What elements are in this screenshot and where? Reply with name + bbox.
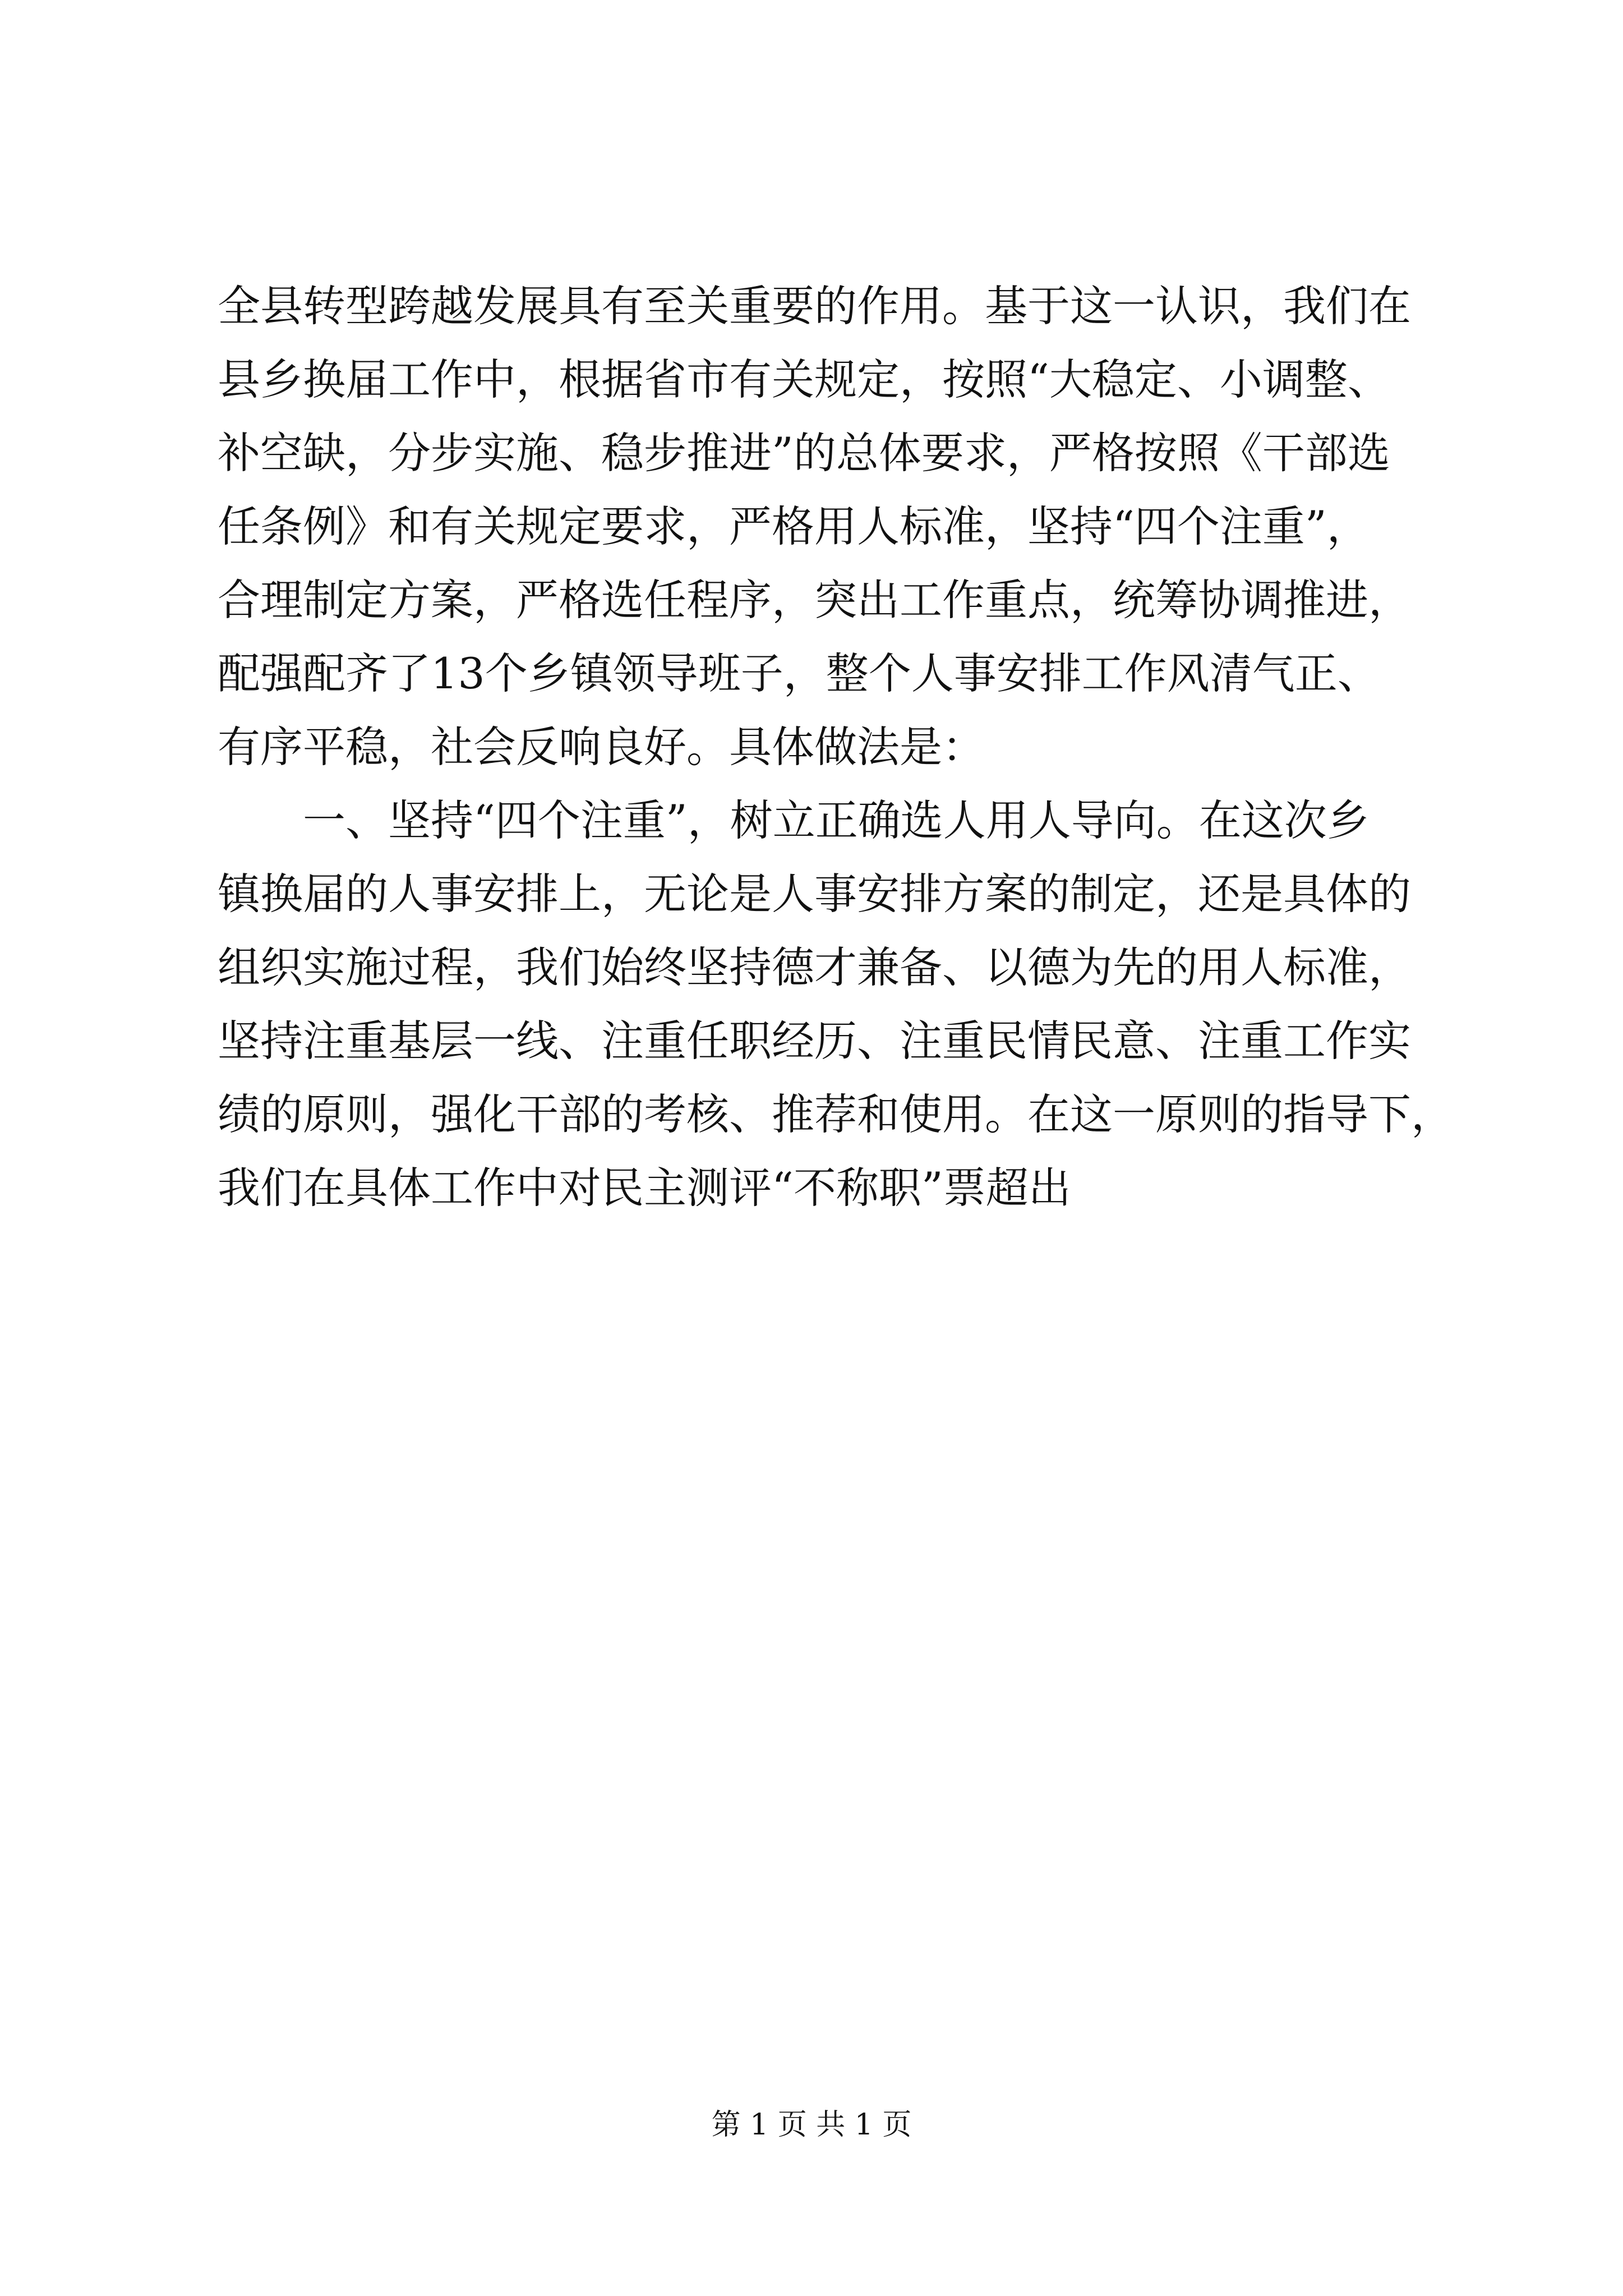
text-line: 绩的原则，强化干部的考核、推荐和使用。在这一原则的指导下， <box>218 1089 1454 1139</box>
text-line: 组织实施过程，我们始终坚持德才兼备、以德为先的用人标准， <box>218 942 1411 992</box>
body-text <box>218 269 1454 1225</box>
text-line: 县乡换届工作中，根据省市有关规定，按照“大稳定、小调整、 <box>218 355 1390 404</box>
page-footer: 第 1 页 共 1 页 <box>711 2108 912 2142</box>
text-line: 我们在具体工作中对民主测评“不称职”票超出 <box>218 1163 1071 1213</box>
text-line: 合理制定方案，严格选任程序，突出工作重点，统筹协调推进， <box>218 575 1411 625</box>
text-line: 有序平稳，社会反响良好。具体做法是： <box>218 722 985 772</box>
text-line: 镇换届的人事安排上，无论是人事安排方案的制定，还是具体的 <box>218 869 1411 919</box>
paragraph-first-line: 一、坚持“四个注重”，树立正确选人用人导向。在这次乡 <box>303 795 1370 845</box>
text-line: 补空缺，分步实施、稳步推进”的总体要求，严格按照《干部选 <box>218 428 1390 478</box>
text-line: 任条例》和有关规定要求，严格用人标准，坚持“四个注重”， <box>218 501 1370 551</box>
text-line: 配强配齐了13个乡镇领导班子，整个人事安排工作风清气正、 <box>218 648 1380 698</box>
text-line: 全县转型跨越发展具有至关重要的作用。基于这一认识，我们在 <box>218 281 1411 331</box>
text-line: 坚持注重基层一线、注重任职经历、注重民情民意、注重工作实 <box>218 1016 1411 1066</box>
